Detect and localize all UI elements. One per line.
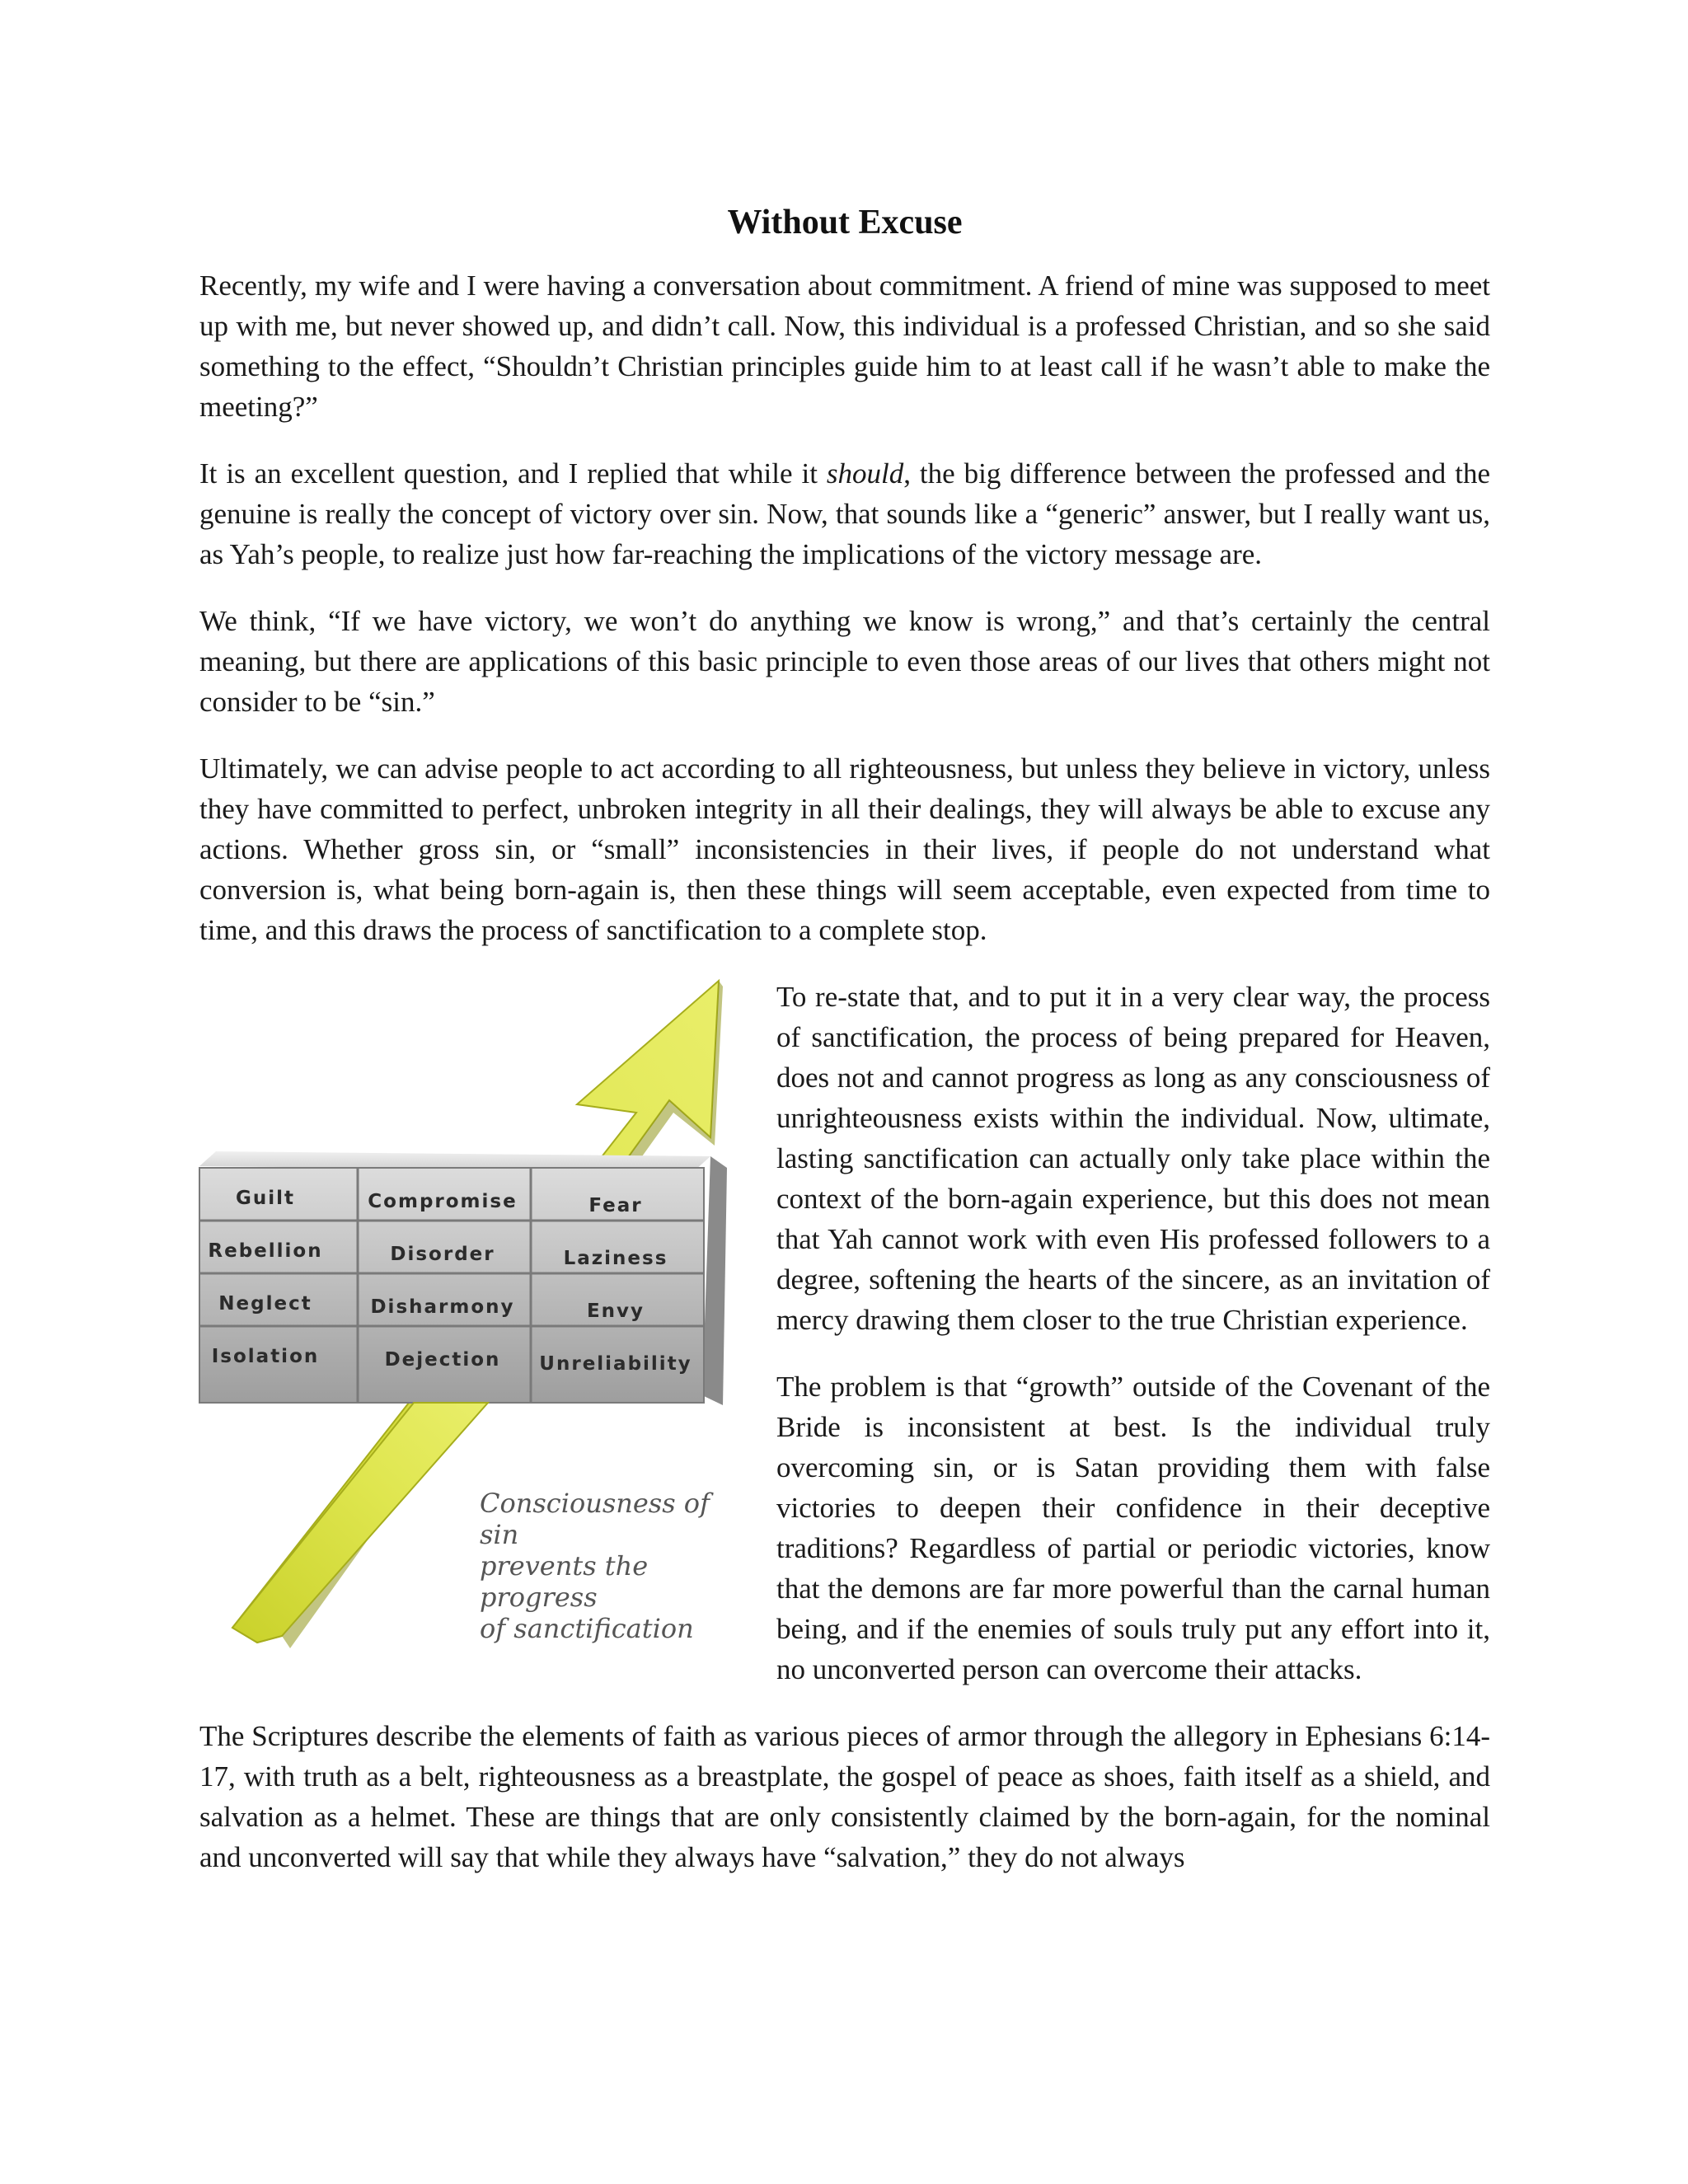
brick-label-r3c0: Isolation bbox=[211, 1346, 320, 1367]
brick-label-r2c1: Disharmony bbox=[370, 1296, 515, 1318]
brick-wall bbox=[199, 1151, 727, 1405]
paragraph-5: To re-state that, and to put it in a very clear way, the process of sanctification, the process of being prepared for Heaven, does not and cannot progress as long as any consciousness of unrighteousness exists within the individual. Now, ultimate, lasting sanctification can actually only take place within the context of the born-again experience, but this does not mean that Yah cannot work with even His professed followers to a degree, softening the hearts of the sincere, as an invitation of mercy drawing them closer to the true Christian experience. bbox=[776, 981, 1490, 1336]
paragraph-6: The problem is that “growth” outside of the Covenant of the Bride is inconsistent at best. Is the individual truly overcoming sin, or is Satan providing them with false victories to deepen their confidence in their deceptive traditions? Regardless of partial or periodic victories, know that the demons are far more powerful than the carnal human being, and if the enemies of souls truly put any effort into it, no unconverted person can overcome their attacks. bbox=[776, 1371, 1490, 1685]
brick-label-r3c1: Dejection bbox=[384, 1349, 501, 1371]
caption-line: prevents the progress bbox=[480, 1550, 649, 1613]
paragraph-4: Ultimately, we can advise people to act according to all righteousness, but unless they believe in victory, unless they have committed to perfect, unbroken integrity in all their dealings, they will always be able to excuse any actions. Whether gross sin, or “small” inconsistencies in their lives, if people do not understand what conversion is, what being born-again is, then these things will seem acceptable, even expected from time to time, and this draws the process of sanctification to a complete stop. bbox=[199, 752, 1490, 946]
paragraph-2 bbox=[199, 453, 1490, 574]
brick-label-r1c1: Disorder bbox=[390, 1244, 495, 1265]
paragraph-7: The Scriptures describe the elements of faith as various pieces of armor through the allegory in Ephesians 6:14-17, with truth as a belt, righteousness as a breastplate, the gospel of peace as shoes, faith itself as a shield, and salvation as a helmet. These are things that are only consistently claimed by the born-again, for the nominal and unconverted will say that while they always have “salvation,” they do not always bbox=[199, 1720, 1490, 1873]
caption-line: of sanctification bbox=[480, 1613, 694, 1644]
brick-label-r2c0: Neglect bbox=[218, 1293, 312, 1315]
paragraph-2-end: , the big difference between the professed and the genuine is really the concept of victory over sin. Now, that sounds like a “generic” answer, but I really want us, as Yah’s people, to realize just how far-reaching the implications of the victory message are. bbox=[199, 457, 1490, 570]
arrow-shaft-front bbox=[232, 1403, 488, 1643]
paragraph-1: Recently, my wife and I were having a conversation about commitment. A friend of mine was supposed to meet up with me, but never showed up, and didn’t call. Now, this individual is a professed Christian, and so she said something to the effect, “Shouldn’t Christian principles guide him to at least call if he wasn’t able to make the meeting?” bbox=[199, 269, 1490, 423]
brick-label-r0c0: Guilt bbox=[235, 1188, 296, 1209]
paragraph-2-start: It is an excellent question, and I replied that while it bbox=[199, 457, 827, 490]
brick-label-r0c1: Compromise bbox=[368, 1191, 518, 1212]
sanctification-figure bbox=[175, 977, 760, 1651]
brick-label-r1c2: Laziness bbox=[563, 1248, 668, 1269]
paragraph-3: We think, “If we have victory, we won’t do anything we know is wrong,” and that’s certainly the central meaning, but there are applications of this basic principle to even those areas of our lives that others might not consider to be “sin.” bbox=[199, 605, 1490, 718]
paragraph-2-emphasis: should bbox=[826, 457, 904, 490]
document-title: Without Excuse bbox=[727, 204, 963, 241]
document-page bbox=[199, 198, 1490, 1904]
brick-label-r1c0: Rebellion bbox=[208, 1240, 323, 1262]
brick-label-r3c2: Unreliability bbox=[539, 1353, 692, 1375]
figure-caption bbox=[480, 1488, 752, 1644]
brick-label-r2c2: Envy bbox=[586, 1301, 645, 1322]
brick-wall-side bbox=[702, 1156, 727, 1405]
caption-line: Consciousness of sin bbox=[480, 1488, 710, 1550]
brick-label-r0c2: Fear bbox=[588, 1195, 643, 1216]
